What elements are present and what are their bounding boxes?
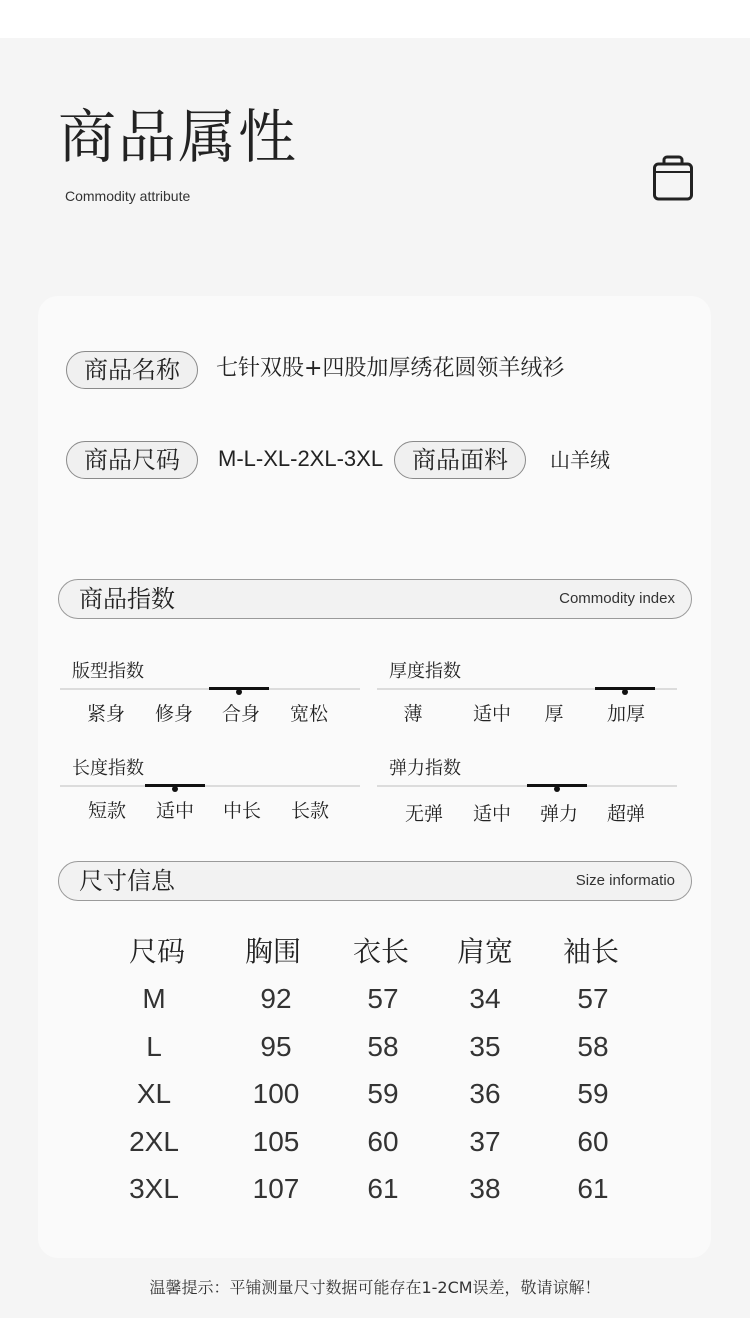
page-subtitle: Commodity attribute <box>65 188 191 204</box>
size-table-header: 胸围 <box>244 935 301 968</box>
size-table-cell: M <box>142 983 166 1014</box>
elasticity-option: 超弹 <box>606 803 645 825</box>
product-name-value: 七针双股+四股加厚绣花圆领羊绒衫 <box>216 356 565 381</box>
product-size-label: 商品尺码 <box>66 441 198 479</box>
size-table-cell: 61 <box>577 1173 609 1204</box>
thickness-index-title: 厚度指数 <box>389 661 461 682</box>
fit-option: 紧身 <box>86 703 125 725</box>
length-index-title: 长度指数 <box>72 758 144 779</box>
product-fabric-value: 山羊绒 <box>550 448 610 472</box>
commodity-index-title: 商品指数 <box>79 585 175 613</box>
elasticity-index-selected-dot <box>554 786 560 792</box>
length-option: 适中 <box>155 800 194 822</box>
size-table-cell: L <box>146 1031 162 1062</box>
size-table-cell: 57 <box>367 983 399 1014</box>
size-table-cell: 35 <box>469 1031 501 1062</box>
size-table-cell: 61 <box>367 1173 399 1204</box>
size-table-header: 尺码 <box>128 935 185 968</box>
size-table-cell: 95 <box>260 1031 292 1062</box>
size-table-cell: XL <box>136 1078 172 1109</box>
elasticity-index-title: 弹力指数 <box>389 758 461 779</box>
size-table-cell: 58 <box>367 1031 399 1062</box>
size-table-cell: 2XL <box>129 1126 179 1157</box>
size-table-cell: 34 <box>469 983 501 1014</box>
size-info-title: 尺寸信息 <box>79 867 175 895</box>
fit-index-title: 版型指数 <box>72 661 144 682</box>
length-index-line <box>60 785 360 787</box>
size-table-cell: 105 <box>252 1126 300 1157</box>
size-table-cell: 60 <box>367 1126 399 1157</box>
size-table-cell: 107 <box>252 1173 300 1204</box>
size-table-cell: 59 <box>577 1078 609 1109</box>
thickness-option: 厚 <box>544 703 564 725</box>
size-table-cell: 59 <box>367 1078 399 1109</box>
size-table-cell: 3XL <box>129 1173 179 1204</box>
size-table-cell: 92 <box>260 983 292 1014</box>
length-option: 短款 <box>87 800 126 822</box>
fit-index-selected-dot <box>236 689 242 695</box>
fit-option: 修身 <box>154 703 193 725</box>
size-table-cell: 38 <box>469 1173 501 1204</box>
size-table-cell: 37 <box>469 1126 501 1157</box>
commodity-index-bar <box>58 579 692 619</box>
shopping-bag-icon <box>652 154 694 202</box>
page-title: 商品属性 <box>58 103 299 171</box>
length-index-selected-dot <box>172 786 178 792</box>
size-info-title-en: Size informatio <box>575 872 675 889</box>
size-table-header: 衣长 <box>352 935 409 968</box>
size-table-cell: 58 <box>577 1031 609 1062</box>
thickness-index-selected-dot <box>622 689 628 695</box>
product-size-value: M-L-XL-2XL-3XL <box>218 446 384 471</box>
product-fabric-label: 商品面料 <box>394 441 526 479</box>
size-table-cell: 60 <box>577 1126 609 1157</box>
elasticity-option: 适中 <box>472 803 511 825</box>
length-option: 中长 <box>222 800 261 822</box>
size-table-header: 肩宽 <box>456 935 513 968</box>
product-name-label: 商品名称 <box>66 351 198 389</box>
size-table-cell: 100 <box>252 1078 300 1109</box>
length-option: 长款 <box>290 800 329 822</box>
thickness-option: 薄 <box>403 703 423 725</box>
size-table-header: 袖长 <box>562 935 619 968</box>
elasticity-option: 弹力 <box>539 803 578 825</box>
fit-option: 宽松 <box>289 703 328 725</box>
fit-option: 合身 <box>221 703 260 725</box>
elasticity-option: 无弹 <box>404 803 443 825</box>
top-band <box>0 0 750 38</box>
size-info-bar <box>58 861 692 901</box>
size-table-cell: 36 <box>469 1078 501 1109</box>
thickness-option: 加厚 <box>606 703 645 725</box>
commodity-index-title-en: Commodity index <box>559 590 675 607</box>
footer-note: 温馨提示：平铺测量尺寸数据可能存在1-2CM误差，敬请谅解！ <box>149 1278 601 1297</box>
size-table-cell: 57 <box>577 983 609 1014</box>
thickness-option: 适中 <box>472 703 511 725</box>
